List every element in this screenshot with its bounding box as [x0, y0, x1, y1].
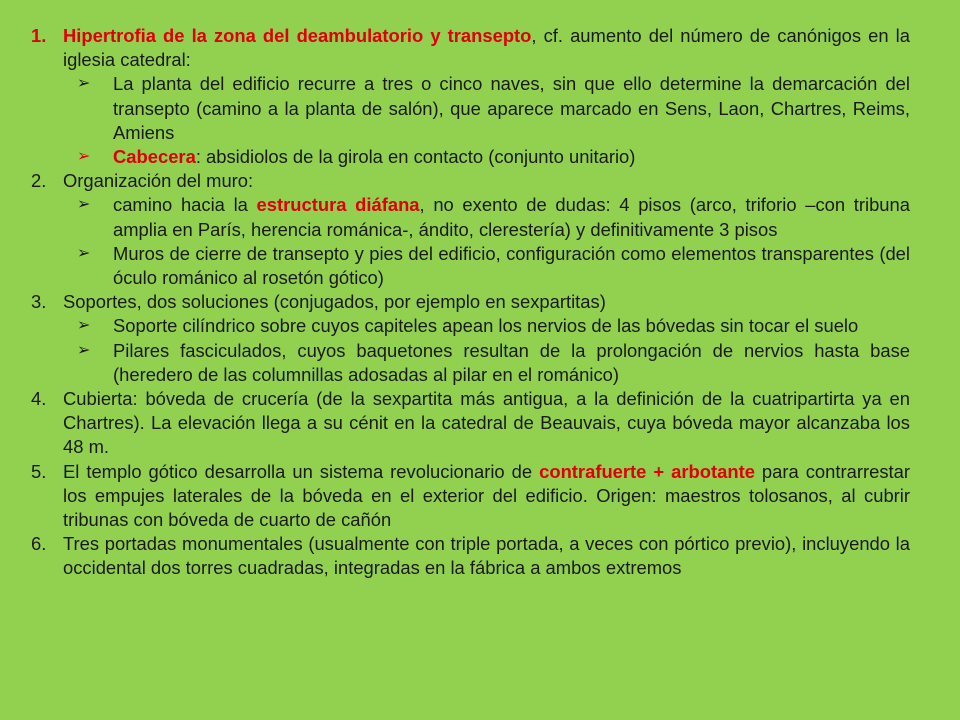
arrow-bullet-icon: ➢ [77, 148, 91, 166]
item-text: Cubierta: bóveda de crucería (de la sexpartita más antigua, a la definición de la cuatripartirta ya en Chartres). La elevación llega a su cénit en la catedral de Beauvais, cuya bóveda mayor alcanzaba los 48 m. [63, 388, 910, 458]
arrow-bullet-icon: ➢ [77, 244, 91, 262]
item-text: Tres portadas monumentales (usualmente con triple portada, a veces con pórtico previo), incluyendo la occidental dos torres cuadradas, integradas en la fábrica a ambos extremos [63, 533, 910, 579]
item-number: 1. [31, 25, 47, 46]
sub-list [63, 193, 910, 290]
sub-item-text: Pilares fasciculados, cuyos baquetones resultan de la prolongación de nervios hasta base (heredero de las columnillas adosadas al pilar en el románico) [113, 339, 910, 385]
sub-list [63, 72, 910, 169]
sub-item-text: Soporte cilíndrico sobre cuyos capiteles apean los nervios de las bóvedas sin tocar el suelo [113, 315, 859, 337]
sub-list [63, 314, 910, 387]
item-number: 2. [31, 170, 47, 192]
sub-item-text: La planta del edificio recurre a tres o cinco naves, sin que ello determine la demarcación del transepto (camino a la planta de salón), que aparece marcado en Sens, Laon, Chartres, Reims, Amiens [113, 73, 910, 143]
list-item-4 [31, 387, 910, 460]
sub-item [63, 314, 910, 338]
item-number: 5. [31, 460, 47, 482]
list-item-3 [31, 290, 910, 387]
item-number: 4. [31, 388, 47, 410]
list-item-1 [31, 24, 910, 169]
sub-item [63, 145, 910, 169]
sub-item-highlight: estructura diáfana [256, 194, 420, 216]
sub-item-text: Muros de cierre de transepto y pies del edificio, configuración como elementos transparentes (del óculo románico al rosetón gótico) [113, 242, 910, 289]
sub-item-text: : absidiolos de la girola en contacto (conjunto unitario) [195, 146, 636, 168]
item-number: 3. [31, 291, 47, 313]
sub-item-highlight: Cabecera [113, 146, 196, 168]
main-list [31, 24, 910, 581]
item-number: 6. [31, 533, 47, 555]
sub-item [63, 242, 910, 290]
sub-item [63, 193, 910, 241]
item-heading: Hipertrofia de la zona del deambulatorio y transepto [63, 25, 532, 46]
item-text: Organización del muro: [63, 170, 254, 192]
list-item-6 [31, 532, 910, 580]
arrow-bullet-icon: ➢ [77, 196, 91, 214]
arrow-bullet-icon: ➢ [77, 341, 91, 359]
sub-item-text: , no exento de dudas: 4 pisos (arco, triforio –con tribuna amplia en París, herencia románica-, ándito, clerestería) y definitivamente 3 pisos [113, 194, 910, 240]
arrow-bullet-icon: ➢ [77, 75, 91, 93]
list-item-5 [31, 460, 910, 533]
sub-item [63, 339, 910, 387]
item-text: , cf. aumento del número de canónigos en la iglesia catedral: [63, 25, 910, 71]
item-text: Soportes, dos soluciones (conjugados, por ejemplo en sexpartitas) [63, 291, 606, 313]
sub-item [63, 72, 910, 145]
item-highlight: contrafuerte + arbotante [539, 460, 755, 482]
item-pre: El templo gótico desarrolla un sistema revolucionario de [63, 460, 540, 482]
list-item-2 [31, 169, 910, 290]
sub-item-pre: camino hacia la [113, 194, 257, 216]
arrow-bullet-icon: ➢ [77, 317, 91, 335]
item-text: para contrarrestar los empujes laterales de la bóveda en el exterior del edificio. Origen: maestros tolosanos, al cubrir tribunas con bóveda de cuarto de cañón [63, 460, 910, 531]
